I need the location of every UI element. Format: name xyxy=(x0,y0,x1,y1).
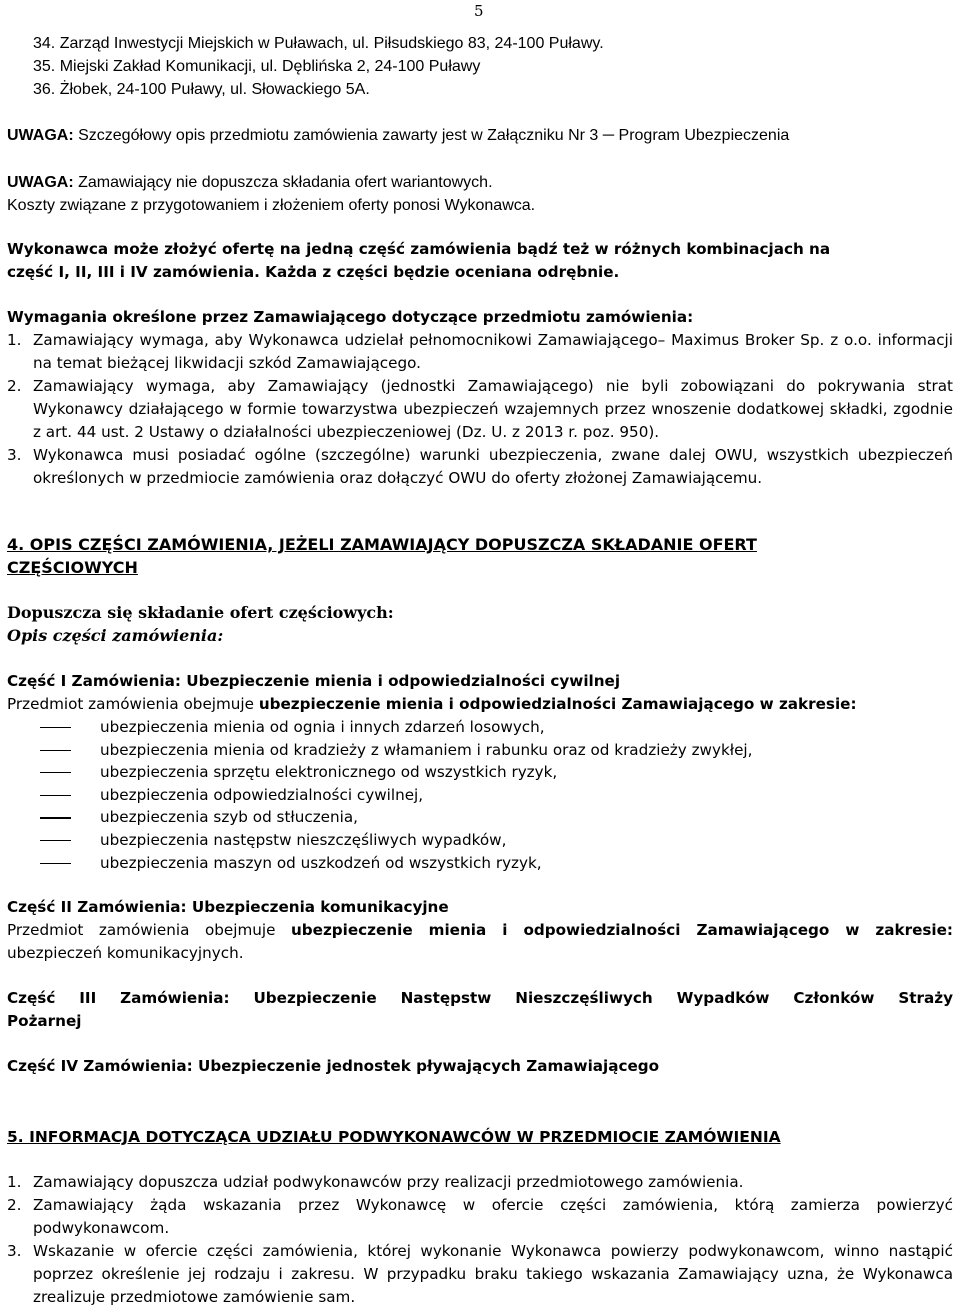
list-item: 1. Zamawiający dopuszcza udział podwykonawców przy realizacji przedmiotowego zamówienia. xyxy=(7,1173,744,1191)
address-34: 34. Zarząd Inwestycji Miejskich w Puławach, ul. Piłsudskiego 83, 24-100 Puławy. xyxy=(33,35,604,52)
parts-description-label: Opis części zamówienia: xyxy=(7,626,224,645)
note-label: UWAGA: xyxy=(7,127,74,144)
address-36: 36. Żłobek, 24-100 Puławy, ul. Słowackiego 5A. xyxy=(33,81,370,98)
requirement-item: 3. Wykonawca musi posiadać ogólne (szczególne) warunki ubezpieczenia, zwane dalej OWU, wszystkich ubezpieczeń określonych w przedmiocie zamówienia oraz dołączyć OWU do oferty złożonej Zamawiającemu. xyxy=(7,446,953,487)
partial-offers-allowed: Dopuszcza się składanie ofert częściowych: xyxy=(7,603,394,622)
address-35: 35. Miejski Zakład Komunikacji, ul. Dęblińska 2, 24-100 Puławy xyxy=(33,58,481,75)
list-item: ubezpieczenia maszyn od uszkodzeń od wszystkich ryzyk, xyxy=(7,852,953,875)
list-item: ubezpieczenia następstw nieszczęśliwych wypadków, xyxy=(7,829,953,852)
part2 xyxy=(7,896,953,965)
part1-scope-list xyxy=(7,716,953,874)
parts-offer-line2: część I, II, III i IV zamówienia. Każda z części będzie oceniana odrębnie. xyxy=(7,263,620,281)
part2-title: Część II Zamówienia: Ubezpieczenia komunikacyjne xyxy=(7,898,449,916)
note-text: Szczegółowy opis przedmiotu zamówienia zawarty jest w Załączniku Nr 3 ─ Program Ubezpieczenia xyxy=(73,127,790,144)
requirement-item: 2. Zamawiający wymaga, aby Zamawiający (jednostki Zamawiającego) nie byli zobowiązani do pokrywania strat Wykonawcy działającego w formie towarzystwa ubezpieczeń wzajemnych przez wnoszenie dodatkowej składki, zgodnie z art. 44 ust. 2 Ustawy o działalności ubezpieczeniowej (Dz. U. z 2013 r. poz. 950). xyxy=(7,377,953,441)
part3-title: Część III Zamówienia: Ubezpieczenie Następstw Nieszczęśliwych Wypadków Członków Straży Pożarnej xyxy=(7,989,953,1030)
costs-note: Koszty związane z przygotowaniem i złożeniem oferty ponosi Wykonawca. xyxy=(7,197,536,214)
section4-title: 4. OPIS CZĘŚCI ZAMÓWIENIA, JEŻELI ZAMAWIAJĄCY DOPUSZCZA SKŁADANIE OFERT CZĘŚCIOWYCH xyxy=(7,535,757,577)
note-variants xyxy=(7,171,953,194)
page-number: 5 xyxy=(474,2,484,20)
note-text: Zamawiający nie dopuszcza składania ofert wariantowych. xyxy=(73,174,493,191)
requirements-heading: Wymagania określone przez Zamawiającego dotyczące przedmiotu zamówienia: xyxy=(7,308,694,326)
list-item: ubezpieczenia mienia od kradzieży z włamaniem i rabunku oraz od kradzieży zwykłej, xyxy=(7,739,953,762)
part1-title: Część I Zamówienia: Ubezpieczenie mienia i odpowiedzialności cywilnej xyxy=(7,672,621,690)
parts-offer-line1: Wykonawca może złożyć ofertę na jedną część zamówienia bądź też w różnych kombinacjach na xyxy=(7,240,831,258)
parts-offer-paragraph xyxy=(7,238,953,284)
list-item: ubezpieczenia szyb od stłuczenia, xyxy=(7,806,953,829)
list-item: 2. Zamawiający żąda wskazania przez Wykonawcę w ofercie części zamówienia, którą zamierza powierzyć podwykonawcom. xyxy=(7,1196,953,1237)
note-label: UWAGA: xyxy=(7,174,74,191)
part1-intro: Przedmiot zamówienia obejmuje ubezpieczenie mienia i odpowiedzialności Zamawiającego w zakresie: xyxy=(7,695,857,713)
part2-intro: Przedmiot zamówienia obejmuje ubezpieczenie mienia i odpowiedzialności Zamawiającego w zakresie: ubezpieczeń komunikacyjnych. xyxy=(7,921,953,962)
list-item: ubezpieczenia sprzętu elektronicznego od wszystkich ryzyk, xyxy=(7,761,953,784)
requirement-item: 1. Zamawiający wymaga, aby Wykonawca udzielał pełnomocnikowi Zamawiającego– Maximus Broker Sp. z o.o. informacji na temat bieżącej likwidacji szkód Zamawiającego. xyxy=(7,331,953,372)
part4-title: Część IV Zamówienia: Ubezpieczenie jednostek pływających Zamawiającego xyxy=(7,1057,660,1075)
section5-title: 5. INFORMACJA DOTYCZĄCA UDZIAŁU PODWYKONAWCÓW W PRZEDMIOCIE ZAMÓWIENIA xyxy=(7,1128,781,1146)
list-item: ubezpieczenia odpowiedzialności cywilnej, xyxy=(7,784,953,807)
list-item: 3. Wskazanie w ofercie części zamówienia, której wykonanie Wykonawca powierzy podwykonawcom, winno nastąpić poprzez określenie jej rodzaju i zakresu. W przypadku braku takiego wskazania Zamawiający uzna, że Wykonawca zrealizuje przedmiotowe zamówienie sam. xyxy=(7,1242,953,1306)
section5-list xyxy=(7,1171,953,1309)
requirements xyxy=(7,306,953,490)
part1 xyxy=(7,670,953,874)
address-list xyxy=(33,32,933,101)
note-program xyxy=(7,124,953,147)
list-item: ubezpieczenia mienia od ognia i innych zdarzeń losowych, xyxy=(7,716,953,739)
